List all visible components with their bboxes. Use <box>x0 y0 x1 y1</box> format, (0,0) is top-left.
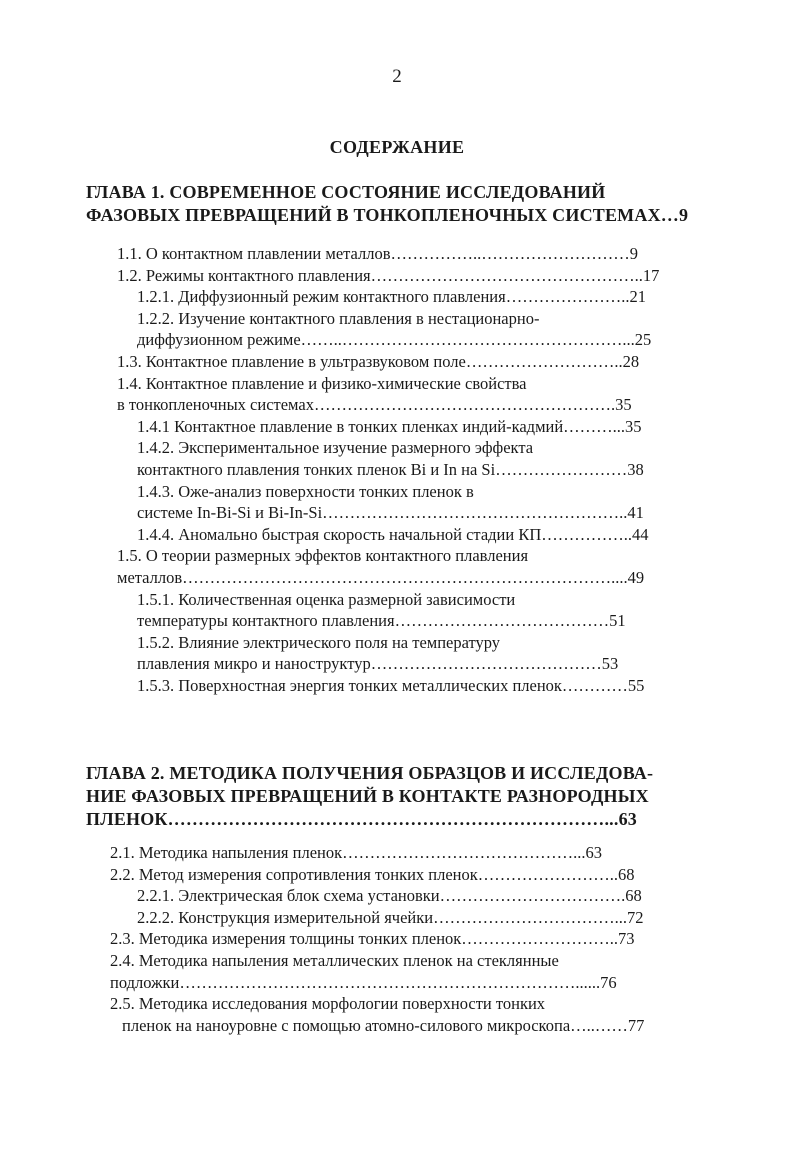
chapter-2-heading <box>86 762 726 831</box>
toc-entry-1-5-2[interactable]: 1.5.2. Влияние электрического поля на температуру <box>137 632 501 652</box>
toc-entry-1-2-2[interactable]: 1.2.2. Изучение контактного плавления в нестационарно- <box>137 308 540 328</box>
toc-entry-1-4-1[interactable]: 1.4.1 Контактное плавление в тонких пленках индий-кадмий………...35 <box>137 416 642 436</box>
toc-entry-1-3[interactable]: 1.3. Контактное плавление в ультразвуковом поле………………………..28 <box>117 351 640 371</box>
toc-title: СОДЕРЖАНИЕ <box>329 137 465 157</box>
chapter-2-heading-line-2: НИЕ ФАЗОВЫХ ПРЕВРАЩЕНИЙ В КОНТАКТЕ РАЗНОРОДНЫХ <box>86 786 649 806</box>
toc-entry-2-1[interactable]: 2.1. Методика напыления пленок……………………………………...63 <box>110 843 603 862</box>
chapter-1-toc-list <box>0 243 794 696</box>
chapter-1-heading-line-2: ФАЗОВЫХ ПРЕВРАЩЕНИЙ В ТОНКОПЛЕНОЧНЫХ СИСТЕМАХ…9 <box>86 205 689 225</box>
toc-entry-1-2[interactable]: 1.2. Режимы контактного плавления…………………………………………..17 <box>117 265 660 285</box>
toc-entry-2-5[interactable]: 2.5. Методика исследования морфологии поверхности тонких <box>110 994 546 1014</box>
toc-entry-1-5-2-cont[interactable]: плавления микро и наноструктур……………………………………53 <box>137 654 619 674</box>
chapter-2-heading-line-3: ПЛЕНОК………………………………………………………………...63 <box>86 809 637 829</box>
toc-entry-2-5-cont[interactable]: пленок на наноуровне с помощью атомно-силового микроскопа…..……77 <box>122 1015 645 1035</box>
chapter-1-heading-line-1: ГЛАВА 1. СОВРЕМЕННОЕ СОСТОЯНИЕ ИССЛЕДОВАНИЙ <box>86 182 606 202</box>
toc-entry-2-3[interactable]: 2.3. Методика измерения толщины тонких пленок………………………..73 <box>110 929 635 949</box>
toc-entry-1-1[interactable]: 1.1. О контактном плавлении металлов……………..………………………9 <box>117 244 639 263</box>
toc-entry-1-4-cont[interactable]: в тонкопленочных системах……………………………………………….35 <box>117 395 632 415</box>
chapter-2-heading-line-1: ГЛАВА 2. МЕТОДИКА ПОЛУЧЕНИЯ ОБРАЗЦОВ И ИССЛЕДОВА- <box>86 763 654 783</box>
toc-entry-1-5-1[interactable]: 1.5.1. Количественная оценка размерной зависимости <box>137 589 516 609</box>
toc-entry-1-5-3[interactable]: 1.5.3. Поверхностная энергия тонких металлических пленок…………55 <box>137 675 645 695</box>
toc-entry-2-2-1[interactable]: 2.2.1. Электрическая блок схема установки…………………………….68 <box>137 886 642 906</box>
toc-entry-2-4[interactable]: 2.4. Методика напыления металлических пленок на стеклянные <box>110 950 559 970</box>
toc-entry-1-4-2-cont[interactable]: контактного плавления тонких пленок Bi и In на Si……………………38 <box>137 459 644 479</box>
toc-entry-1-4-3[interactable]: 1.4.3. Оже-анализ поверхности тонких пленок в <box>137 481 474 501</box>
toc-entry-1-4[interactable]: 1.4. Контактное плавление и физико-химические свойства <box>117 373 527 393</box>
toc-entry-1-5[interactable]: 1.5. О теории размерных эффектов контактного плавления <box>117 546 529 566</box>
chapter-2-toc-list <box>0 842 794 1036</box>
page-number: 2 <box>392 66 402 87</box>
toc-entry-1-4-4[interactable]: 1.4.4. Аномально быстрая скорость начальной стадии КП……………..44 <box>137 524 649 544</box>
toc-entry-2-4-cont[interactable]: подложки………………………………………………………………......76 <box>110 972 617 992</box>
toc-entry-1-5-cont[interactable]: металлов……………………………………………………………………....49 <box>117 567 645 587</box>
toc-entry-2-2-2[interactable]: 2.2.2. Конструкция измерительной ячейки……………………………...72 <box>137 907 644 927</box>
toc-entry-1-4-3-cont[interactable]: системе In-Bi-Si и Bi-In-Si………………………………………………..41 <box>137 503 644 523</box>
chapter-1-heading <box>86 181 726 227</box>
toc-entry-1-2-1[interactable]: 1.2.1. Диффузионный режим контактного плавления…………………..21 <box>137 287 646 307</box>
toc-entry-1-2-2-cont[interactable]: диффузионном режиме……..……………………………………………...25 <box>137 330 652 350</box>
toc-entry-2-2[interactable]: 2.2. Метод измерения сопротивления тонких пленок……………………..68 <box>110 864 635 884</box>
toc-entry-1-5-1-cont[interactable]: температуры контактного плавления…………………………………51 <box>137 611 626 631</box>
toc-entry-1-4-2[interactable]: 1.4.2. Экспериментальное изучение размерного эффекта <box>137 438 534 458</box>
